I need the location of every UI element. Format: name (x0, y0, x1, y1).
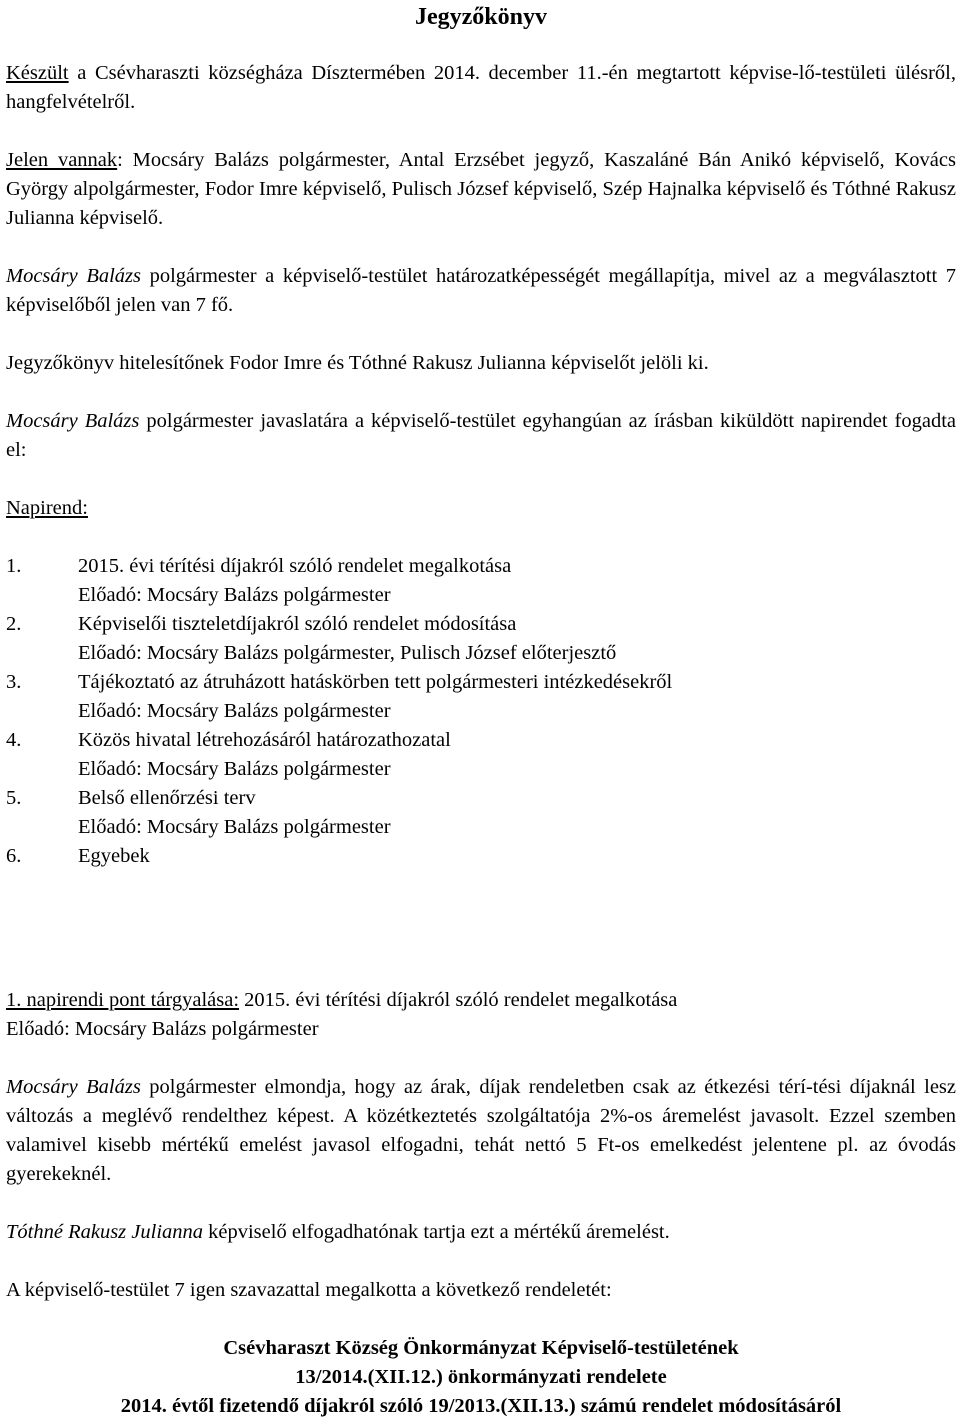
agenda-item-title: Belső ellenőrzési terv (78, 787, 256, 809)
agenda-item (6, 784, 956, 842)
agenda-item-title: 2015. évi térítési díjakról szóló rendelet megalkotása (78, 555, 512, 577)
agenda-accept-paragraph (6, 407, 956, 465)
page-title: Jegyzőkönyv (415, 4, 547, 30)
decree-line-2: 13/2014.(XII.12.) önkormányzati rendelete (295, 1366, 667, 1388)
decree-title (6, 1334, 956, 1421)
point1-presenter: Előadó: Mocsáry Balázs polgármester (6, 1018, 319, 1040)
agenda-item (6, 726, 956, 784)
vote-paragraph: A képviselő-testület 7 igen szavazattal megalkotta a következő rendeletét: (6, 1279, 612, 1301)
agenda-item-number: 2. (6, 613, 22, 635)
toth-statement (6, 1218, 956, 1247)
agenda-item-presenter: Előadó: Mocsáry Balázs polgármester (78, 700, 391, 722)
made-label: Készült (6, 62, 69, 84)
point1-heading-text: 2015. évi térítési díjakról szóló rendelet megalkotása (239, 989, 678, 1011)
agenda-item (6, 668, 956, 726)
agenda-accept-name: Mocsáry Balázs (6, 410, 140, 432)
decree-line-3: 2014. évtől fizetendő díjakról szóló 19/2013.(XII.13.) számú rendelet módosításáról (120, 1395, 842, 1417)
document-page (6, 0, 956, 1421)
agenda-item-number: 6. (6, 845, 22, 867)
agenda-item (6, 552, 956, 610)
description-paragraph (6, 1073, 956, 1189)
agenda-list (6, 552, 956, 871)
agenda-item-title: Egyebek (78, 845, 150, 867)
agenda-item-presenter: Előadó: Mocsáry Balázs polgármester, Pulisch József előterjesztő (78, 642, 617, 664)
agenda-item-number: 4. (6, 729, 22, 751)
present-paragraph (6, 146, 956, 233)
toth-text: képviselő elfogadhatónak tartja ezt a mértékű áremelést. (203, 1221, 670, 1243)
made-text: a Csévharaszti községháza Dísztermében 2014. december 11.-én megtartott képvise-lő-testületi ülésről, hangfelvételről. (6, 62, 956, 113)
agenda-heading: Napirend: (6, 497, 88, 519)
agenda-item-presenter: Előadó: Mocsáry Balázs polgármester (78, 584, 391, 606)
description-text: polgármester elmondja, hogy az árak, díjak rendeletben csak az étkezési térí-tési díjaknál lesz változás a meglévő rendelthez képest. A közétkeztetés szolgáltatója 2%-os áremelést javasolt. Ezzel szemben valamivel kisebb mértékű emelést javasol elfogadni, tehát nettó 5 Ft-os emelkedést jelentene pl. az óvodás gyerekeknél. (6, 1076, 957, 1185)
agenda-item-number: 5. (6, 787, 22, 809)
agenda-item (6, 610, 956, 668)
agenda-item-presenter: Előadó: Mocsáry Balázs polgármester (78, 758, 391, 780)
toth-name: Tóthné Rakusz Julianna (6, 1221, 204, 1243)
agenda-item-number: 3. (6, 671, 22, 693)
quorum-text: polgármester a képviselő-testület határozatképességét megállapítja, mivel az a megválasztott 7 képviselőből jelen van 7 fő. (6, 265, 957, 316)
present-text: : Mocsáry Balázs polgármester, Antal Erzsébet jegyző, Kaszaláné Bán Anikó képviselő, Kovács György alpolgármester, Fodor Imre képviselő, Pulisch József képviselő, Szép Hajnalka képviselő és Tóthné Rakusz Julianna képviselő. (6, 149, 956, 229)
description-name: Mocsáry Balázs (6, 1076, 141, 1098)
made-paragraph (6, 59, 956, 117)
agenda-accept-text: polgármester javaslatára a képviselő-testület egyhangúan az írásban kiküldött napirendet fogadta el: (6, 410, 957, 461)
present-label: Jelen vannak (6, 149, 118, 171)
point1-heading (6, 986, 956, 1015)
quorum-paragraph (6, 262, 956, 320)
agenda-item-title: Tájékoztató az átruházott hatáskörben tett polgármesteri intézkedésekről (78, 671, 673, 693)
agenda-item-number: 1. (6, 555, 22, 577)
decree-line-1: Csévharaszt Község Önkormányzat Képviselő-testületének (223, 1337, 739, 1359)
agenda-item-title: Közös hivatal létrehozásáról határozathozatal (78, 729, 451, 751)
authenticators-paragraph: Jegyzőkönyv hitelesítőnek Fodor Imre és Tóthné Rakusz Julianna képviselőt jelöli ki. (6, 352, 709, 374)
agenda-item-presenter: Előadó: Mocsáry Balázs polgármester (78, 816, 391, 838)
agenda-item-title: Képviselői tiszteletdíjakról szóló rendelet módosítása (78, 613, 517, 635)
point1-heading-label: 1. napirendi pont tárgyalása: (6, 989, 240, 1011)
quorum-name: Mocsáry Balázs (6, 265, 141, 287)
agenda-item (6, 842, 956, 871)
